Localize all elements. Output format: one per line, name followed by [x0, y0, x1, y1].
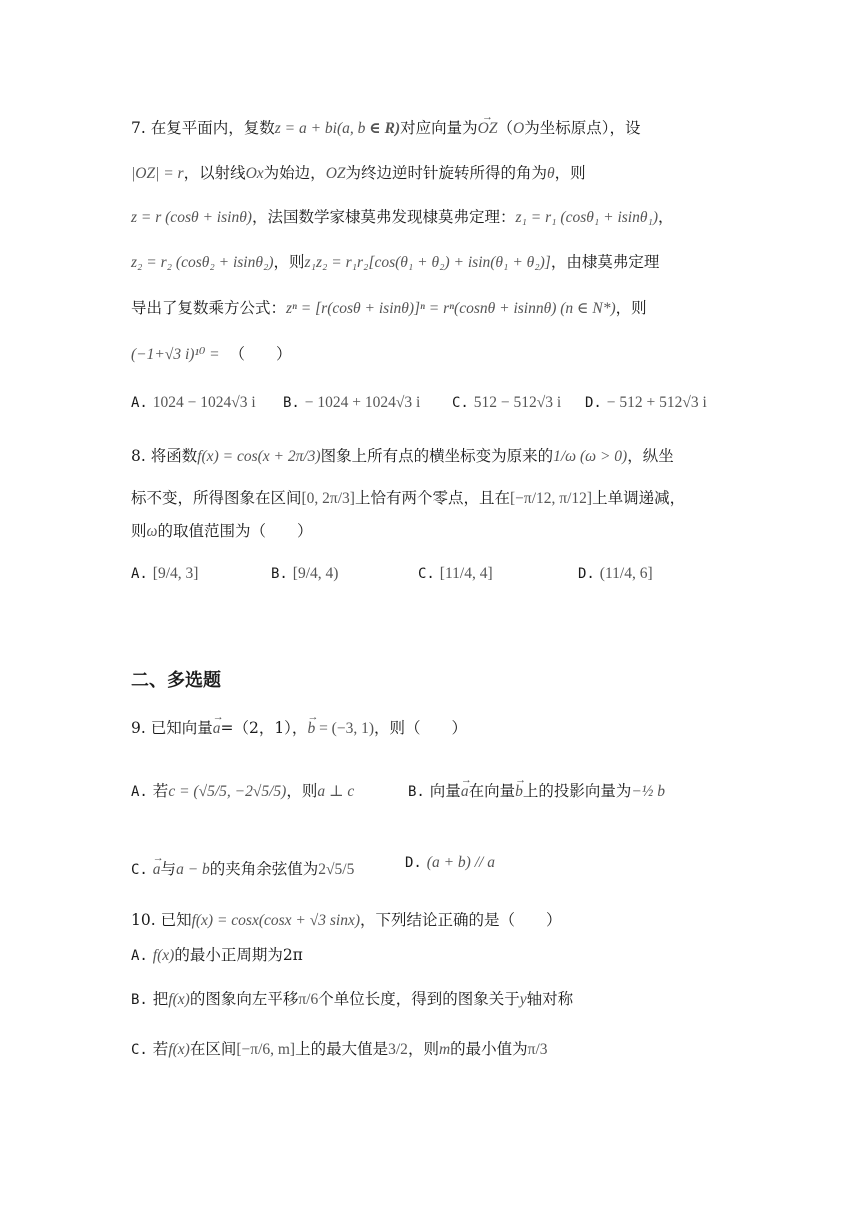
q7-complex-expr: z = a + bi(a, b ∈ R) [274, 120, 401, 137]
q9-cosine-value: 2√5/5 [318, 861, 355, 878]
q8-scale-factor: 1/ω (ω > 0) [553, 448, 628, 465]
q8-interval-2: [−π/12, π/12] [510, 490, 593, 507]
q7-vector-oz: → OZ [478, 117, 498, 141]
q8-option-c[interactable]: C. [11/4, 4] [418, 565, 493, 582]
q7-option-d[interactable]: D. − 512 + 512√3 i [585, 394, 707, 411]
q7-option-a[interactable]: A. 1024 − 1024√3 i [131, 394, 256, 411]
q10-line-1: 10. 已知f(x) = cosx(cosx + √3 sinx)，下列结论正确的是（ ） [131, 911, 562, 929]
q7-line-1: 7. 在复平面内，复数z = a + bi(a, b ∈ R)对应向量为→ OZ（O为坐标原点），设 [131, 116, 640, 141]
q8-function-expr: f(x) = cos(x + 2π/3) [197, 448, 321, 465]
q7-power-formula: zⁿ = [r(cosθ + isinθ)]ⁿ = rⁿ(cosnθ + isinnθ) (n ∈ N*) [286, 300, 616, 317]
q8-option-d[interactable]: D. (11/4, 6] [578, 565, 653, 582]
q8-option-a[interactable]: A. [9/4, 3] [131, 565, 199, 582]
q8-line-3: 则ω的取值范围为（ ） [131, 522, 313, 540]
q9-option-d[interactable]: D. (a + b) // a [405, 854, 495, 871]
q9-vector-c: c = (√5/5, −2√5/5) [168, 783, 287, 800]
q9-option-b[interactable]: B. 向量→ a在向量→ b上的投影向量为−½ b [408, 779, 665, 804]
q7-z2-form: z₂ = r₂ (cosθ₂ + isinθ₂) [131, 254, 274, 271]
q9-option-c[interactable]: C. → a与a − b的夹角余弦值为2√5/5 [131, 857, 354, 882]
q10-option-b[interactable]: B. 把f(x)的图象向左平移π/6个单位长度，得到的图象关于y轴对称 [131, 990, 574, 1008]
q8-interval-1: [0, 2π/3] [301, 490, 355, 507]
q8-option-b[interactable]: B. [9/4, 4) [271, 565, 339, 582]
q9-line-1: 9. 已知向量→ a=（2，1），→ b = (−3, 1)，则（ ） [131, 716, 467, 741]
section-title-multi-choice: 二、多选题 [131, 670, 221, 691]
q8-line-2: 标不变，所得图象在区间[0, 2π/3]上恰有两个零点，且在[−π/12, π/12]上单调递减， [131, 489, 686, 507]
q10-option-c[interactable]: C. 若f(x)在区间[−π/6, m]上的最大值是3/2，则m的最小值为π/3 [131, 1040, 548, 1058]
q7-line-2: |OZ| = r，以射线Ox为始边，OZ为终边逆时针旋转所得的角为θ，则 [131, 164, 586, 182]
q7-z1-form: z₁ = r₁ (cosθ₁ + isinθ₁) [515, 209, 659, 226]
q7-line-5: 导出了复数乘方公式：zⁿ = [r(cosθ + isinθ)]ⁿ = rⁿ(cosnθ + isinnθ) (n ∈ N*)，则 [131, 299, 647, 317]
q7-question-expr: (−1+√3 i)¹⁰ = [131, 346, 220, 363]
q7-product-formula: z₁z₂ = r₁r₂[cos(θ₁ + θ₂) + isin(θ₁ + θ₂)] [304, 254, 551, 271]
q9-option-a[interactable]: A. 若c = (√5/5, −2√5/5)，则a ⊥ c [131, 782, 355, 800]
q8-line-1: 8. 将函数f(x) = cos(x + 2π/3)图象上所有点的横坐标变为原来的1/ω (ω > 0)，纵坐 [131, 447, 674, 465]
q9-parallel-expr: (a + b) // a [426, 854, 495, 871]
q10-option-a[interactable]: A. f(x)的最小正周期为2π [131, 946, 303, 964]
q7-line-3: z = r (cosθ + isinθ)，法国数学家棣莫弗发现棣莫弗定理：z₁ = r₁ (cosθ₁ + isinθ₁)， [131, 208, 674, 226]
q7-polar-form: z = r (cosθ + isinθ) [131, 209, 252, 226]
q7-option-c[interactable]: C. 512 − 512√3 i [452, 394, 562, 411]
q7-line-4: z₂ = r₂ (cosθ₂ + isinθ₂)，则z₁z₂ = r₁r₂[cos(θ₁ + θ₂) + isin(θ₁ + θ₂)]，由棣莫弗定理 [131, 253, 660, 271]
q10-interval: [−π/6, m] [236, 1041, 296, 1058]
q9-projection-vector: −½ b [631, 783, 666, 800]
q10-function-expr: f(x) = cosx(cosx + √3 sinx) [191, 912, 361, 929]
q7-option-b[interactable]: B. − 1024 + 1024√3 i [283, 394, 421, 411]
q7-line-6: (−1+√3 i)¹⁰ = （ ） [131, 345, 292, 363]
q7-abs-oz: |OZ| = r [131, 165, 184, 182]
